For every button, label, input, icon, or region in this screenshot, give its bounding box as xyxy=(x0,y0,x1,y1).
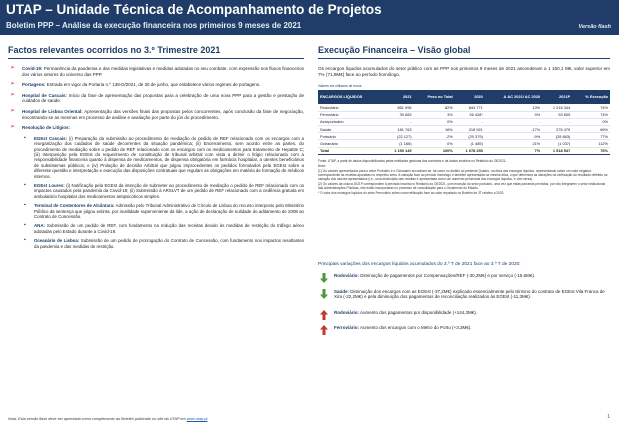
litigation-heading: Terminal de Contentores de Alcântara: xyxy=(34,203,115,209)
table-row xyxy=(318,126,610,133)
table-cell: (1 485) xyxy=(455,140,485,147)
table-cell: Total xyxy=(318,147,383,154)
table-cell: 74% xyxy=(572,111,610,118)
table-total-row xyxy=(318,147,610,154)
table-cell: Aeroportuário xyxy=(318,118,383,125)
fact-heading: Hospital de Lisboa Oriental: xyxy=(22,108,83,114)
litigation-item xyxy=(8,238,304,249)
table-cell: 100% xyxy=(414,147,455,154)
page-number: 1 xyxy=(607,414,610,420)
table-cell: - xyxy=(455,118,485,125)
page-subtitle: Boletim PPP – Análise da execução financeira nos primeiros 9 meses de 2021 xyxy=(6,21,302,30)
table-cell: 9% xyxy=(485,111,542,118)
table-cell: (1 037) xyxy=(542,140,572,147)
table-cell: 851 996 xyxy=(383,104,413,111)
financial-execution xyxy=(318,66,610,197)
footer-link[interactable]: www.utap.pt xyxy=(186,417,208,421)
table-cell: Portuário xyxy=(318,133,383,140)
left-section-divider xyxy=(8,58,304,59)
variation-item xyxy=(318,289,610,300)
table-notes xyxy=(318,159,610,196)
note-line: Fonte: UTAP, a partir de dados disponibilizados pelas entidades gestoras dos contratos e da dados inscritos no Relatório do OE2021. xyxy=(318,158,507,163)
table-cell: -9% xyxy=(485,133,542,140)
table-cell: 36 428* xyxy=(455,111,485,118)
column-header: % Execução xyxy=(572,90,610,104)
litigation-text: Submissão de um pedido de prorrogação do Contrato de Concessão, com fundamento nos impactos resultantes da pandemia e das medidas de restrição. xyxy=(34,238,304,249)
table-cell: 21% xyxy=(485,140,542,147)
table-cell: Rodoviário xyxy=(318,104,383,111)
table-cell: 276 479 xyxy=(542,126,572,133)
table-caption: Valores em milhares de euros xyxy=(318,84,362,89)
litigation-text: (i) Preparação da submissão ao procedimento de mediação do pedido de REF relacionado com os encargos com a reorganização dos cuidados de saúde decorrentes da situação pandémica; (ii) Encerramento, sem acordo entre as partes, do procedimento de mediação sobre o pedido de REF relacionado com os encargos com os medicamentos para tratamento de Hepatite C; (iii) Interposição pela EGEst do requerimento de constituição de tribunal arbitral com vista a dirimir o litígio relacionado com a responsabilidade financeira quanto à dispensa de medicamentos, de dispensa obrigatória em farmácia hospitalar, a utentes beneficiários de subsistemas públicos; e (iv) Prolação de decisão Arbitral que julgou improcedentes os pedidos formulados pela EGEst sobre a diferente questão e interpretação e execução das disposições contratuais que regulam as obrigações em matéria de formação de médicos internos. xyxy=(34,135,305,179)
fact-item xyxy=(8,82,304,88)
table-cell: 13% xyxy=(485,104,542,111)
note-line: (1) Os valores apresentados para o setor Portuário e o Oceanário encontram-se, tal como no âmbito do presente Quadro, na ótica dos encargos líquidos, representando sobre um valor negativo correspondente às receitas apuradas no respetivo setor. A variação face ao período homólogo é também apresentada na mesma ótica, o que determina as variações na verificação do resultado refletido na variação dos valores apresentados (i.e., uma diminuição das receitas é apresentada como um aumento percentual dos encargos líquidos, e vice-versa). xyxy=(318,169,608,182)
table-cell: 0% xyxy=(414,118,455,125)
fact-heading: Resolução de Litígios: xyxy=(22,125,71,131)
litigation-text: Submissão de um pedido de REF, com fundamento na redução das receitas devido às medidas de restrição do tráfego aéreo adotadas pelo Estado durante a Covid-19. xyxy=(34,223,304,234)
execution-intro: Os encargos líquidos acumulados do setor público com as PPP nos primeiros 9 meses de 2021 ascenderam a 1 150,1 M€, valor superior em 7% (71,9M€) face ao período homólogo. xyxy=(318,66,610,77)
table-cell: 53 605 xyxy=(542,111,572,118)
fact-text: Entrada em vigor da Portaria n.º 138-D/2021, de 30 de junho, que estabelece vários regimes de portagens. xyxy=(45,82,261,88)
fact-item xyxy=(8,109,304,120)
table-cell: (28 863) xyxy=(542,133,572,140)
column-header: ENCARGOS LÍQUIDOS xyxy=(318,90,383,104)
column-header: Δ AC 2021/ AC 2020 xyxy=(485,90,542,104)
table-cell: 181 763 xyxy=(383,126,413,133)
variation-heading: Ferroviário: xyxy=(334,325,360,331)
right-section-divider xyxy=(318,58,610,59)
table-row xyxy=(318,111,610,118)
table-cell: Saúde xyxy=(318,126,383,133)
table-cell: - xyxy=(485,118,542,125)
table-cell: (20 379) xyxy=(455,133,485,140)
table-row xyxy=(318,104,610,111)
table-cell: 39 683 xyxy=(383,111,413,118)
note-line: Nota: xyxy=(318,163,326,168)
table-cell: -2% xyxy=(414,133,455,140)
table-cell: (1 166) xyxy=(383,140,413,147)
table-cell: 16% xyxy=(414,126,455,133)
litigation-text: Admissão pelo Tribunal Administrativo de Círculo de Lisboa do recurso interposto pelo Ministério Público da sentença que julgou extinta, por inutilidade superveniente da lide, a ação de declaração de nulidade do aditamento de 2008 ao Contrato de Concessão. xyxy=(34,203,304,220)
table-cell: 77% xyxy=(572,133,610,140)
right-section-title: Execução Financeira – Visão global xyxy=(318,45,471,55)
table-cell: 112% xyxy=(572,140,610,147)
table-cell: 1 078 255 xyxy=(455,147,485,154)
table-cell: -17% xyxy=(485,126,542,133)
table-cell: 7% xyxy=(485,147,542,154)
fact-heading: Covid-19: xyxy=(22,66,43,71)
fact-item xyxy=(8,125,304,131)
fact-item xyxy=(8,66,304,77)
page-header xyxy=(0,0,619,35)
variation-heading: Rodoviário: xyxy=(334,273,360,278)
table-cell: 3% xyxy=(414,111,455,118)
litigation-heading: EGEst Cascais: xyxy=(34,135,68,141)
table-cell: 218 921 xyxy=(455,126,485,133)
table-header-row xyxy=(318,90,610,104)
litigation-item xyxy=(8,183,304,199)
bullet-icon: ▪ xyxy=(24,237,26,244)
variation-text: Diminuição dos encargos com as EGEst (-37,2M€) explicado essencialmente pelo término do contrato de EGEst Vila Franca de Xira (-22,2M€) e pela diminuição dos pagamentos de reconciliação realizados às EGEst (-11,3M€). xyxy=(334,288,605,300)
facts-list xyxy=(8,66,304,253)
variation-item xyxy=(318,310,610,316)
fact-text: Apresentação das versões finais das propostas pelos concorrentes, após conclusão da fase de negociação, encontrando-se as mesmas em processo de análise e avaliação por parte do júri do procedimento. xyxy=(22,108,304,120)
bullet-icon: ▪ xyxy=(24,222,26,229)
fact-text: Permanência da pandemia e das medidas legislativas e medidas adotadas no seu combate, com expressão nos fluxos financeiros dos vários setores do universo das PPP. xyxy=(22,66,304,77)
arrow-up-icon xyxy=(320,325,328,335)
arrow-bullet-icon: ➢ xyxy=(10,81,16,88)
table-cell: - xyxy=(383,118,413,125)
variation-text: Aumento dos pagamentos por disponibilidade (+144,3M€). xyxy=(359,309,477,315)
fact-heading: Hospital de Cascais: xyxy=(22,92,68,98)
footer-note xyxy=(8,417,207,421)
arrow-down-icon xyxy=(320,273,328,283)
arrow-bullet-icon: ➢ xyxy=(10,124,16,131)
bullet-icon: ▪ xyxy=(24,134,26,141)
arrow-bullet-icon: ➢ xyxy=(10,107,16,114)
table-cell: (22 127) xyxy=(383,133,413,140)
column-header: 2021 xyxy=(383,90,413,104)
arrow-up-icon xyxy=(320,310,328,320)
table-row xyxy=(318,133,610,140)
fact-item xyxy=(8,93,304,104)
litigation-heading: Oceanário de Lisboa: xyxy=(34,238,80,244)
note-line: (2) Os valores da coluna 2021P correspondem à previsão inscrita no Relatório do OE2021, com exceção do setor portuário, uma vez que estas parcerias previstas, por não integrarem o setor institucional das Administrações Públicas, não estão incorporadas no processo de consolidação para o Orçamento do Estado. xyxy=(318,182,606,191)
fact-text: Início da fase de apresentação das propostas para a celebração de uma nova PPP para a gestão e prestação de cuidados de saúde. xyxy=(22,92,304,104)
litigation-item xyxy=(8,223,304,234)
table-row xyxy=(318,118,610,125)
variations-title: Principais variações dos encargos líquidos acumulados do 3.º T de 2021 face ao 3.º T de 2020: xyxy=(318,262,521,267)
table-cell: 1 218 344 xyxy=(542,104,572,111)
note-line: * O valor dos encargos líquidos do setor Ferroviário sofreu uma retificação face ao valor reportado no Boletim de 3T relativo a 2020. xyxy=(318,191,505,196)
variation-text: Diminuição de pagamentos por Compensações/REF (-30,2M€) e por serviço (-15,6M€). xyxy=(359,273,536,278)
main-variations xyxy=(318,262,610,341)
table-cell: 0% xyxy=(572,118,610,125)
arrow-bullet-icon: ➢ xyxy=(10,91,16,98)
bullet-icon: ▪ xyxy=(24,182,26,188)
variation-text: Aumento dos encargos com o Metro do Porto (+3,3M€). xyxy=(359,325,472,331)
financial-table xyxy=(318,90,610,155)
arrow-down-icon xyxy=(320,289,328,299)
table-cell: Oceanário xyxy=(318,140,383,147)
fact-heading: Portagens: xyxy=(22,82,46,88)
variation-heading: Saúde: xyxy=(334,288,350,294)
litigation-item xyxy=(8,136,304,179)
column-header: Peso no Total xyxy=(414,90,455,104)
table-cell: - xyxy=(542,118,572,125)
version-flash-label: Versão flash xyxy=(578,24,611,30)
page-title: UTAP – Unidade Técnica de Acompanhamento de Projetos xyxy=(6,2,382,17)
litigation-text: (i) Notificação pela EGEst da intenção de submeter ao procedimento de mediação o pedido de REF relacionado com os impactos causados pela pandemia da Covid-19; (ii) Submissão à ARSLVT de um pedido de REF relacionado com a cedência gratuita em ambulatório hospitalar dos medicamentos antipsicóticos simples. xyxy=(34,183,304,199)
table-cell: Ferroviário xyxy=(318,111,383,118)
variation-item xyxy=(318,325,610,331)
table-cell: 66% xyxy=(572,126,610,133)
variation-item xyxy=(318,273,610,279)
litigation-item xyxy=(8,203,304,219)
table-cell: 74% xyxy=(572,104,610,111)
table-cell: 1 150 149 xyxy=(383,147,413,154)
footer-text: Nota: Esta versão flash deve ser apreciada como complemento ao Boletim publicado no site da UTAP em xyxy=(8,417,186,421)
table-row xyxy=(318,140,610,147)
table-cell: 0% xyxy=(414,140,455,147)
variation-heading: Rodoviário: xyxy=(334,309,360,315)
table-cell: 1 518 547 xyxy=(542,147,572,154)
litigation-heading: EGEst Loures: xyxy=(34,183,65,188)
column-header: 2021P xyxy=(542,90,572,104)
table-cell: 844 771 xyxy=(455,104,485,111)
bullet-icon: ▪ xyxy=(24,202,26,209)
table-cell: 76% xyxy=(572,147,610,154)
left-section-title: Factos relevantes ocorridos no 3.º Trimestre 2021 xyxy=(8,45,221,55)
column-header: 2020 xyxy=(455,90,485,104)
arrow-bullet-icon: ➢ xyxy=(10,65,16,71)
table-cell: 82% xyxy=(414,104,455,111)
litigation-heading: ANA: xyxy=(34,223,45,229)
